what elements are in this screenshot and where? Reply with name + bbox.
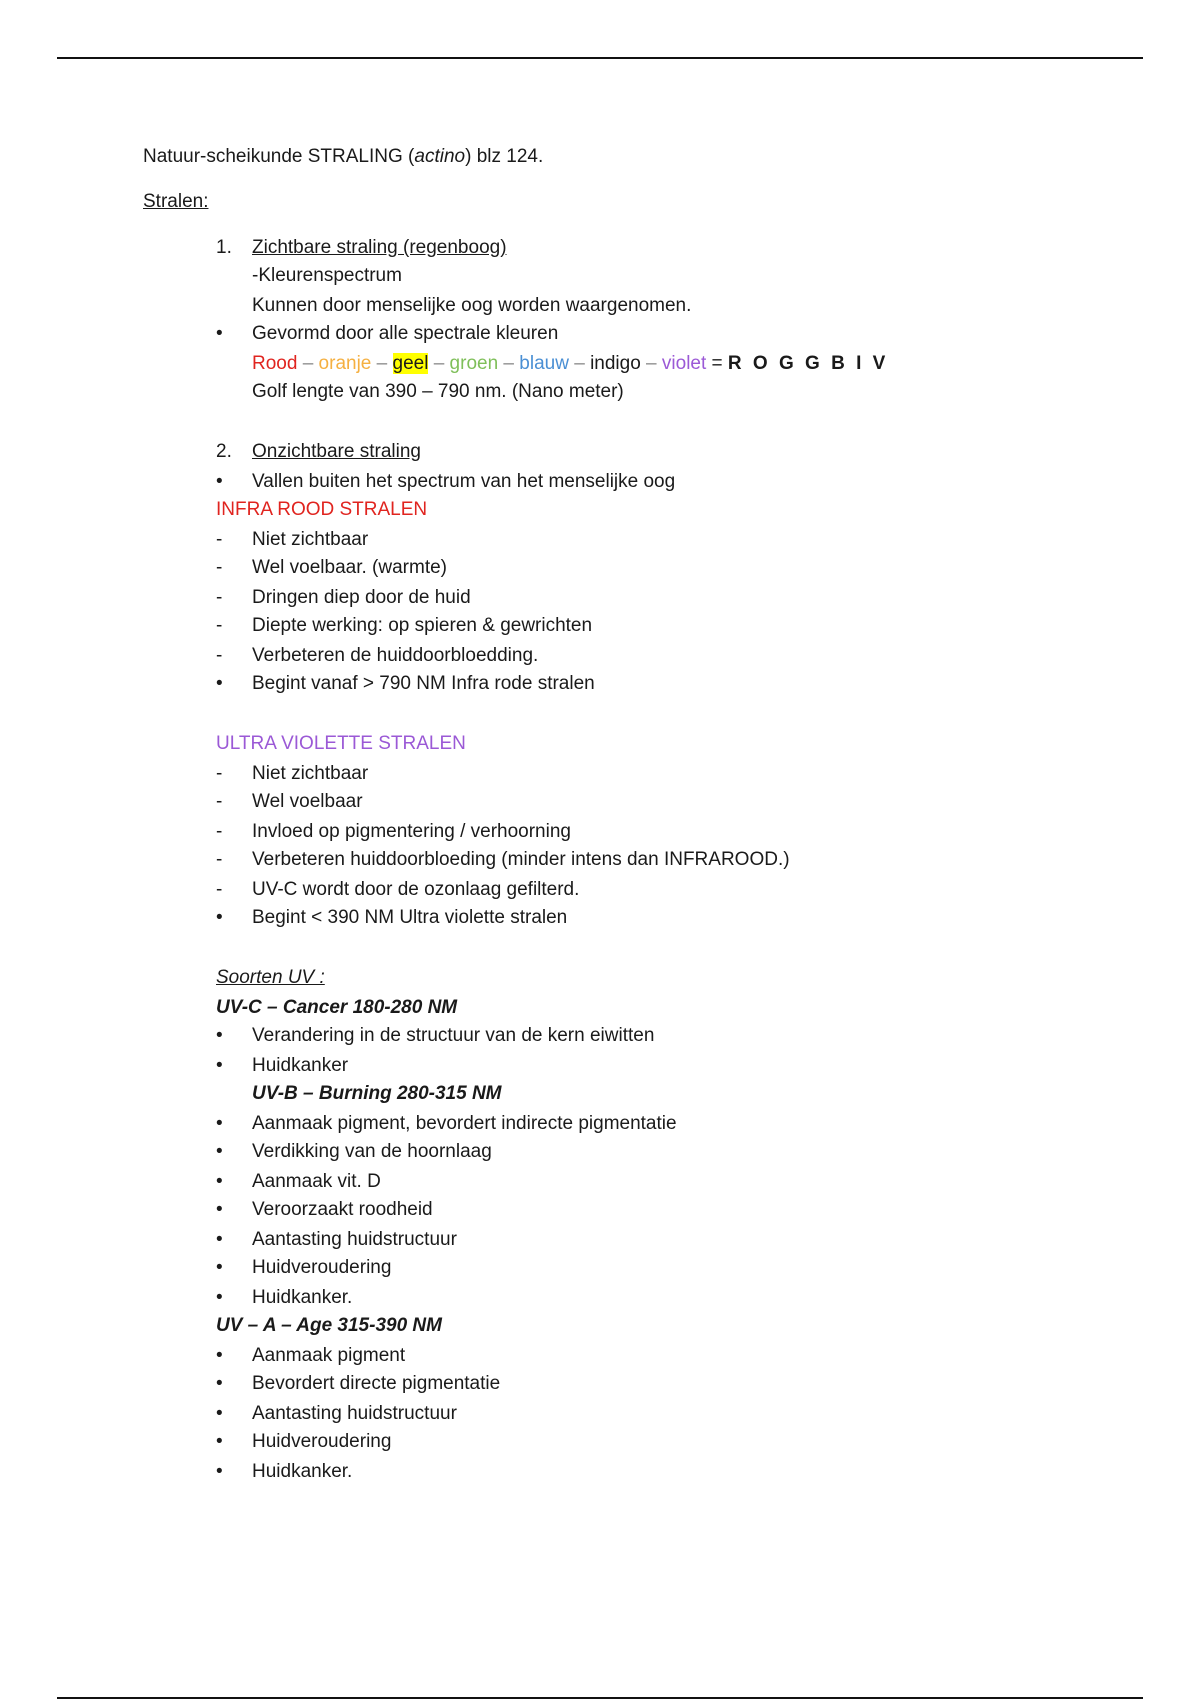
uvc-heading: UV-C – Cancer 180-280 NM xyxy=(216,997,458,1018)
page-title: Natuur-scheikunde STRALING (actino) blz 124. xyxy=(143,146,544,167)
stralen-heading: Stralen: xyxy=(143,191,209,212)
color-acronym: R O G G B I V xyxy=(727,353,889,374)
wavelength-line: Golf lengte van 390 – 790 nm. (Nano meter) xyxy=(252,381,624,402)
soorten-heading: Soorten UV : xyxy=(216,967,325,988)
color-blauw: blauw xyxy=(519,353,569,374)
color-spectrum-line: Rood – oranje – geel – groen – blauw – indigo – violet = R O G G B I V xyxy=(252,353,889,374)
section1-line2: Kunnen door menselijke oog worden waargenomen. xyxy=(252,295,692,316)
color-groen: groen xyxy=(449,353,499,374)
bullet-marker: • xyxy=(216,323,223,344)
uva-heading: UV – A – Age 315-390 NM xyxy=(216,1315,442,1336)
color-rood: Rood xyxy=(252,353,298,374)
footer-rule xyxy=(57,1697,1143,1699)
section1-heading: Zichtbare straling (regenboog) xyxy=(252,237,507,258)
section2-number: 2. xyxy=(216,441,232,462)
color-indigo: indigo xyxy=(590,353,641,374)
section2-heading: Onzichtbare straling xyxy=(252,441,421,462)
color-oranje: oranje xyxy=(318,353,372,374)
color-geel: geel xyxy=(392,353,429,374)
section1-bullet: Gevormd door alle spectrale kleuren xyxy=(252,323,559,344)
color-violet: violet xyxy=(661,353,707,374)
header-rule xyxy=(57,57,1143,59)
ultraviolet-heading: ULTRA VIOLETTE STRALEN xyxy=(216,733,466,754)
section2-bullet: Vallen buiten het spectrum van het menselijke oog xyxy=(252,471,676,492)
section1-number: 1. xyxy=(216,237,232,258)
uvb-heading: UV-B – Burning 280-315 NM xyxy=(252,1083,502,1104)
infrarood-heading: INFRA ROOD STRALEN xyxy=(216,499,428,520)
section1-line1: -Kleurenspectrum xyxy=(252,265,402,286)
